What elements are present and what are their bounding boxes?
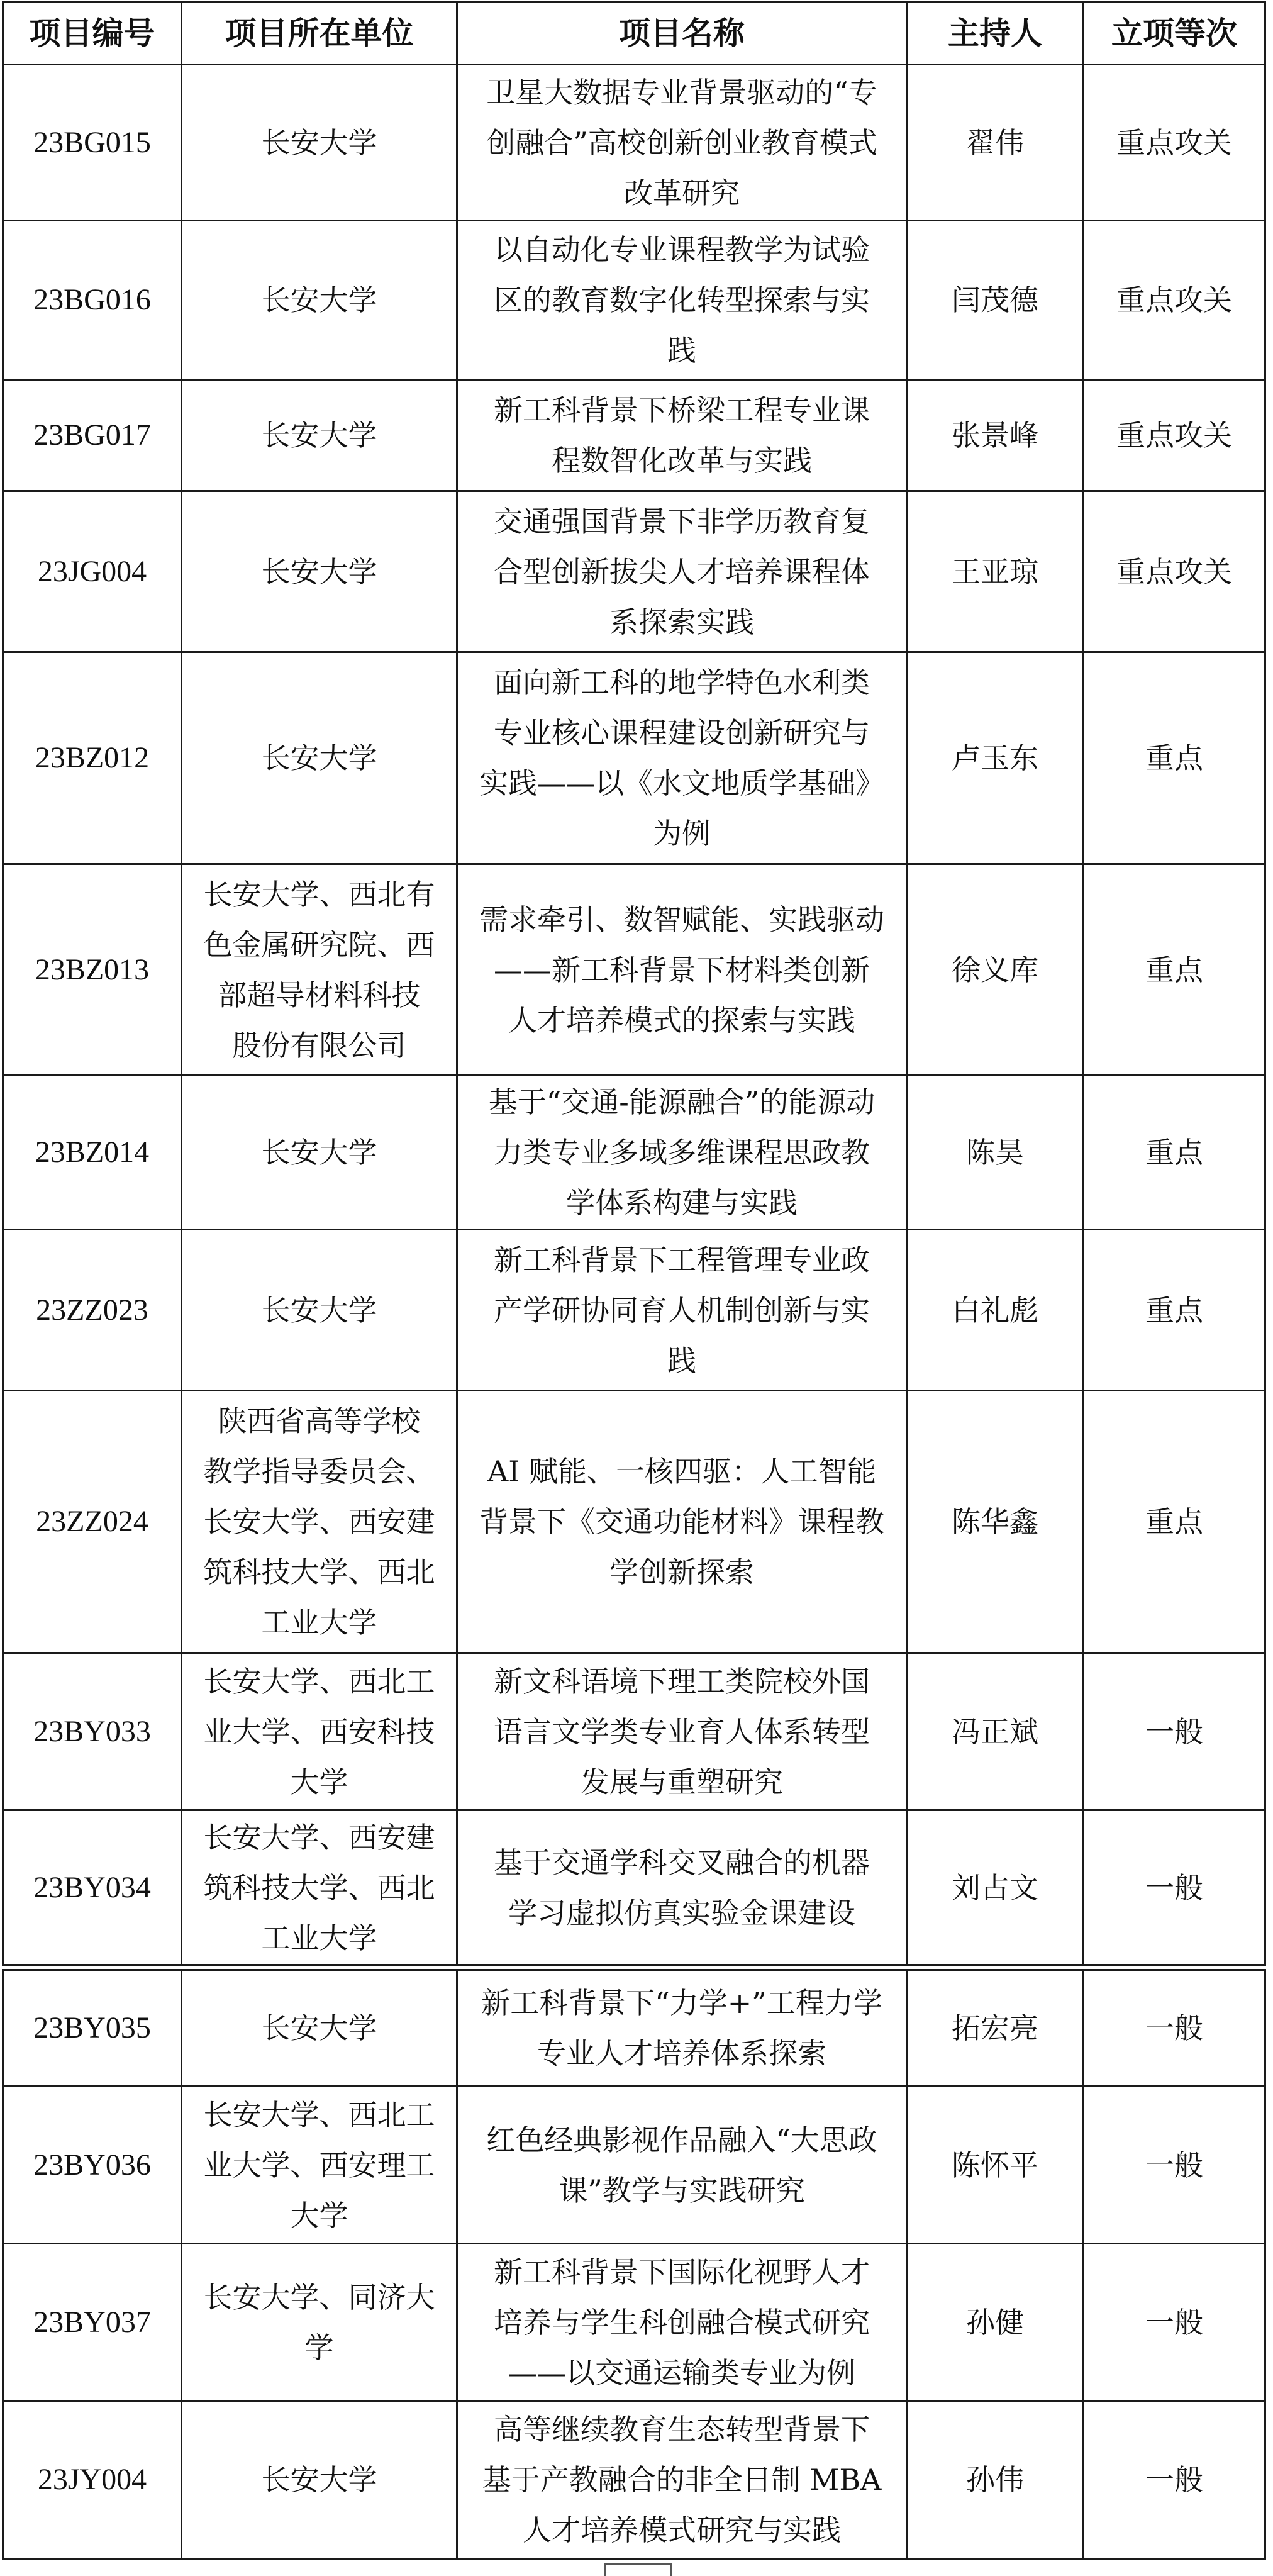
project-name-cell: [458, 653, 908, 865]
project-id-cell: 23BY033: [4, 1654, 182, 1811]
leader-cell: 孙伟: [908, 2402, 1084, 2560]
project-id-cell: 23BG017: [4, 381, 182, 492]
unit-line: 长安大学: [261, 125, 377, 160]
project-name-line: 发展与重塑研究: [581, 1765, 783, 1799]
project-name-line: 为例: [653, 817, 711, 850]
project-id-cell: 23BY034: [4, 1811, 182, 1966]
project-name-line: 人才培养模式研究与实践: [523, 2513, 841, 2547]
project-name-cell: [458, 1230, 908, 1391]
project-id-cell: 23BY036: [4, 2087, 182, 2244]
project-name-line: 实践——以《水文地质学基础》: [479, 766, 884, 800]
unit-line: 大学: [290, 1765, 348, 1799]
project-name-cell: [458, 381, 908, 492]
project-name-line: 新工科背景下工程管理专业政: [494, 1242, 870, 1277]
level-cell: 重点攻关: [1084, 381, 1266, 492]
project-name-line: 新工科背景下桥梁工程专业课: [494, 393, 870, 427]
project-name-line: 系探索实践: [609, 605, 754, 639]
level-cell: 一般: [1084, 1654, 1266, 1811]
project-name-line: 专业人才培养体系探索: [537, 2036, 826, 2070]
unit-line: 筑科技大学、西北: [203, 1555, 435, 1589]
project-name-line: 力类专业多域多维课程思政教: [494, 1135, 870, 1169]
leader-cell: 翟伟: [908, 65, 1084, 221]
project-name-line: 学习虚拟仿真实验金课建设: [508, 1895, 855, 1930]
project-name-line: 培养与学生科创融合模式研究: [494, 2305, 870, 2339]
unit-cell: [182, 1811, 458, 1966]
unit-cell: [182, 221, 458, 381]
header-level: 立项等次: [1084, 3, 1266, 65]
unit-line: 长安大学、西安建: [203, 1820, 435, 1854]
level-cell: 重点攻关: [1084, 221, 1266, 381]
project-name-line: 卫星大数据专业背景驱动的“专: [486, 75, 877, 109]
project-name-line: 新工科背景下“力学+”工程力学: [481, 1986, 882, 2020]
project-name-line: 基于交通学科交叉融合的机器: [494, 1845, 870, 1880]
unit-line: 长安大学、西北有: [203, 877, 435, 912]
project-name-line: 红色经典影视作品融入“大思政: [486, 2122, 877, 2157]
project-id-cell: 23BZ012: [4, 653, 182, 865]
level-cell: 一般: [1084, 2402, 1266, 2560]
leader-cell: 王亚琼: [908, 492, 1084, 653]
level-cell: 重点: [1084, 653, 1266, 865]
leader-cell: 冯正斌: [908, 1654, 1084, 1811]
project-name-line: 学创新探索: [609, 1555, 754, 1589]
unit-cell: [182, 1654, 458, 1811]
project-id-cell: 23ZZ023: [4, 1230, 182, 1391]
project-name-line: 以自动化专业课程教学为试验: [494, 233, 870, 267]
unit-cell: [182, 865, 458, 1076]
unit-line: 筑科技大学、西北: [203, 1870, 435, 1905]
project-name-cell: [458, 1076, 908, 1230]
project-name-line: 人才培养模式的探索与实践: [508, 1003, 855, 1037]
project-name-line: 改革研究: [624, 176, 740, 210]
project-name-cell: [458, 2244, 908, 2402]
project-name-line: 基于“交通-能源融合”的能源动: [488, 1085, 876, 1119]
leader-cell: 白礼彪: [908, 1230, 1084, 1391]
project-name-line: 基于产教融合的非全日制 MBA: [482, 2463, 882, 2497]
project-name-cell: [458, 65, 908, 221]
unit-line: 陕西省高等学校: [218, 1404, 421, 1438]
project-name-cell: [458, 1391, 908, 1654]
project-id-cell: 23BZ014: [4, 1076, 182, 1230]
header-unit: 项目所在单位: [182, 3, 458, 65]
project-id-cell: 23BZ013: [4, 865, 182, 1076]
unit-line: 业大学、西安科技: [203, 1714, 435, 1749]
unit-line: 长安大学、西北工: [203, 2097, 435, 2132]
unit-line: 色金属研究院、西: [203, 927, 435, 962]
unit-line: 长安大学、西北工: [203, 1664, 435, 1698]
project-name-line: 创融合”高校创新创业教育模式: [486, 125, 877, 160]
unit-line: 学: [304, 2330, 334, 2365]
level-cell: 重点: [1084, 1076, 1266, 1230]
unit-cell: [182, 2087, 458, 2244]
project-name-line: 新工科背景下国际化视野人才: [494, 2255, 870, 2289]
project-id-cell: 23JY004: [4, 2402, 182, 2560]
project-name-line: 程数智化改革与实践: [552, 443, 812, 477]
level-cell: 重点攻关: [1084, 65, 1266, 221]
project-name-cell: [458, 2402, 908, 2560]
level-cell: 重点: [1084, 1230, 1266, 1391]
header-project-name: 项目名称: [458, 3, 908, 65]
unit-cell: [182, 1076, 458, 1230]
unit-cell: [182, 492, 458, 653]
leader-cell: 陈华鑫: [908, 1391, 1084, 1654]
unit-cell: [182, 2402, 458, 2560]
leader-cell: 张景峰: [908, 381, 1084, 492]
unit-line: 长安大学、西安建: [203, 1505, 435, 1539]
unit-line: 部超导材料科技: [218, 978, 421, 1012]
project-name-line: 专业核心课程建设创新研究与: [494, 716, 870, 750]
next-page-table-fragment: [604, 2563, 672, 2576]
leader-cell: 陈怀平: [908, 2087, 1084, 2244]
unit-line: 长安大学: [261, 554, 377, 589]
unit-cell: [182, 1391, 458, 1654]
unit-line: 长安大学: [261, 2463, 377, 2497]
level-cell: 一般: [1084, 1811, 1266, 1966]
project-name-cell: [458, 492, 908, 653]
unit-line: 教学指导委员会、: [203, 1454, 435, 1488]
leader-cell: 拓宏亮: [908, 1971, 1084, 2087]
level-cell: 重点攻关: [1084, 492, 1266, 653]
project-name-line: 新文科语境下理工类院校外国: [494, 1664, 870, 1698]
unit-cell: [182, 2244, 458, 2402]
project-id-cell: 23ZZ024: [4, 1391, 182, 1654]
project-name-line: AI 赋能、一核四驱：人工智能: [487, 1454, 876, 1488]
project-name-line: 合型创新拔尖人才培养课程体: [494, 554, 870, 589]
project-name-line: 区的教育数字化转型探索与实: [494, 283, 870, 317]
unit-line: 业大学、西安理工: [203, 2148, 435, 2182]
project-name-cell: [458, 1971, 908, 2087]
unit-line: 大学: [290, 2198, 348, 2233]
unit-cell: [182, 1971, 458, 2087]
unit-line: 工业大学: [261, 1921, 377, 1955]
leader-cell: 卢玉东: [908, 653, 1084, 865]
project-name-cell: [458, 221, 908, 381]
level-cell: 一般: [1084, 2244, 1266, 2402]
project-name-line: 践: [667, 1343, 696, 1378]
project-name-line: 课”教学与实践研究: [559, 2173, 805, 2207]
project-table-part-1: [2, 1, 1266, 1966]
project-name-line: 语言文学类专业育人体系转型: [494, 1714, 870, 1749]
level-cell: 一般: [1084, 1971, 1266, 2087]
unit-line: 长安大学: [261, 418, 377, 452]
level-cell: 重点: [1084, 1391, 1266, 1654]
unit-line: 长安大学: [261, 283, 377, 317]
project-table-part-2: [2, 1969, 1266, 2560]
level-cell: 重点: [1084, 865, 1266, 1076]
unit-line: 长安大学、同济大: [203, 2280, 435, 2314]
project-name-line: 面向新工科的地学特色水利类: [494, 666, 870, 700]
leader-cell: 陈昊: [908, 1076, 1084, 1230]
project-id-cell: 23BY037: [4, 2244, 182, 2402]
leader-cell: 刘占文: [908, 1811, 1084, 1966]
leader-cell: 孙健: [908, 2244, 1084, 2402]
unit-line: 长安大学: [261, 1135, 377, 1169]
unit-line: 长安大学: [261, 741, 377, 775]
level-cell: 一般: [1084, 2087, 1266, 2244]
project-name-cell: [458, 2087, 908, 2244]
project-name-cell: [458, 1811, 908, 1966]
project-name-cell: [458, 1654, 908, 1811]
project-id-cell: 23BG015: [4, 65, 182, 221]
unit-cell: [182, 65, 458, 221]
unit-line: 长安大学: [261, 1293, 377, 1327]
project-id-cell: 23BG016: [4, 221, 182, 381]
project-name-line: 产学研协同育人机制创新与实: [494, 1293, 870, 1327]
unit-line: 长安大学: [261, 2011, 377, 2045]
project-name-line: 践: [667, 333, 696, 367]
project-name-line: 背景下《交通功能材料》课程教: [479, 1505, 884, 1539]
unit-cell: [182, 381, 458, 492]
project-id-cell: 23BY035: [4, 1971, 182, 2087]
unit-line: 股份有限公司: [232, 1028, 406, 1062]
unit-cell: [182, 1230, 458, 1391]
unit-line: 工业大学: [261, 1605, 377, 1639]
project-name-line: 学体系构建与实践: [566, 1186, 798, 1220]
project-id-cell: 23JG004: [4, 492, 182, 653]
header-project-id: 项目编号: [4, 3, 182, 65]
leader-cell: 徐义库: [908, 865, 1084, 1076]
header-leader: 主持人: [908, 3, 1084, 65]
project-name-line: ——以交通运输类专业为例: [508, 2355, 855, 2390]
leader-cell: 闫茂德: [908, 221, 1084, 381]
project-name-line: ——新工科背景下材料类创新: [494, 952, 870, 987]
project-name-cell: [458, 865, 908, 1076]
project-name-line: 交通强国背景下非学历教育复: [494, 504, 870, 538]
project-name-line: 需求牵引、数智赋能、实践驱动: [479, 902, 884, 937]
project-name-line: 高等继续教育生态转型背景下: [494, 2412, 870, 2446]
unit-cell: [182, 653, 458, 865]
